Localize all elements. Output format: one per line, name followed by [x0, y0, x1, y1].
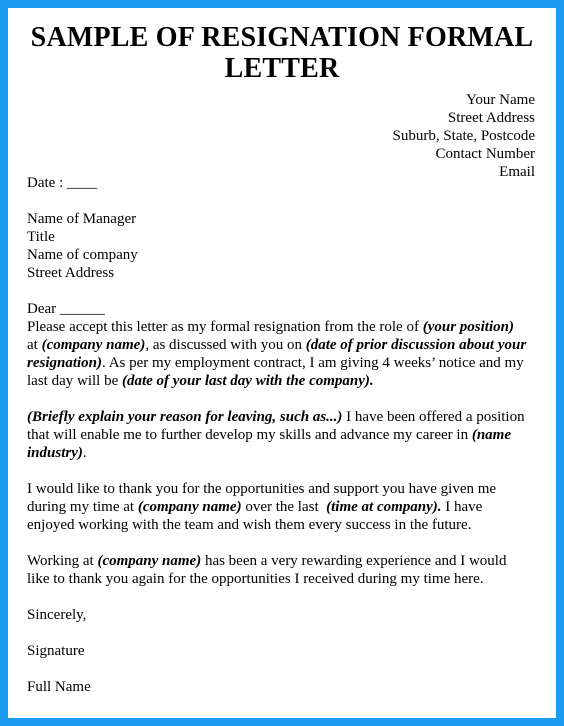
p1-placeholder-position: (your position)	[422, 319, 514, 335]
title-line-2: LETTER	[224, 53, 340, 84]
p1-placeholder-discussion-date: (date of prior discussion about your	[305, 337, 527, 353]
p2-placeholder-industry: (name	[471, 427, 512, 443]
paragraph-1-line-4	[27, 372, 536, 390]
p2-text: that will enable me to further develop my skills and advance my career in	[27, 427, 472, 443]
paragraph-4-line-1	[27, 552, 536, 570]
p2-placeholder-industry-end: industry)	[27, 445, 83, 461]
p4-text: has been a very rewarding experience and I would	[201, 553, 507, 569]
date-text: Date : ____	[27, 175, 97, 191]
p3-text: over the last	[241, 499, 327, 515]
recipient-manager: Name of Manager	[27, 211, 137, 227]
p3-placeholder-time: (time at company).	[326, 499, 442, 515]
p1-text: , as discussed with you on	[145, 337, 306, 353]
recipient-street: Street Address	[27, 265, 115, 281]
p3-text: I have	[441, 499, 483, 515]
p1-text: last day will be	[27, 373, 122, 389]
p3-placeholder-company: (company name)	[137, 499, 242, 515]
recipient-title: Title	[27, 229, 55, 245]
p1-text: at	[27, 337, 42, 353]
sender-contact: Contact Number	[435, 146, 535, 162]
closing: Sincerely,	[27, 607, 87, 623]
p1-text: . As per my employment contract, I am giving 4 weeks’ notice and my	[102, 355, 524, 371]
p2-text: I have been offered a position	[342, 409, 525, 425]
p4-placeholder-company: (company name)	[97, 553, 202, 569]
paragraph-4	[27, 552, 536, 588]
paragraph-2-line-1	[27, 408, 536, 426]
p2-text: .	[82, 445, 87, 461]
title-line-1: SAMPLE OF RESIGNATION FORMAL	[30, 22, 534, 53]
paragraph-2-line-3	[27, 444, 536, 462]
salutation: Dear ______	[27, 301, 105, 317]
paragraph-4-line-2: like to thank you again for the opportunities I received during my time here.	[27, 571, 484, 587]
paragraph-1-line-1	[27, 318, 536, 336]
paragraph-3-line-2	[27, 498, 536, 516]
recipient-address-block	[27, 210, 536, 282]
sender-name: Your Name	[466, 92, 535, 108]
paragraph-2-line-2	[27, 426, 536, 444]
p3-text: during my time at	[27, 499, 138, 515]
p1-placeholder-resignation: resignation)	[27, 355, 103, 371]
p4-text: Working at	[27, 553, 98, 569]
p1-text: Please accept this letter as my formal resignation from the role of	[27, 319, 423, 335]
salutation-and-paragraph-1	[27, 300, 536, 390]
signature: Signature	[27, 643, 85, 659]
paragraph-3	[27, 480, 536, 534]
paragraph-3-line-3: enjoyed working with the team and wish them every success in the future.	[27, 517, 472, 533]
date-line	[27, 174, 536, 192]
sender-email: Email	[499, 164, 535, 180]
p1-placeholder-last-day: (date of your last day with the company).	[121, 373, 374, 389]
full-name: Full Name	[27, 679, 91, 695]
p2-placeholder-reason: (Briefly explain your reason for leaving, such as...)	[27, 409, 343, 425]
paragraph-2	[27, 408, 536, 462]
paragraph-1-line-3	[27, 354, 536, 372]
sender-suburb: Suburb, State, Postcode	[392, 128, 535, 144]
page-title	[16, 22, 548, 84]
sender-street: Street Address	[447, 110, 535, 126]
paragraph-3-line-1: I would like to thank you for the opportunities and support you have given me	[27, 481, 497, 497]
recipient-company: Name of company	[27, 247, 138, 263]
paragraph-1-line-2	[27, 336, 536, 354]
p1-placeholder-company: (company name)	[41, 337, 146, 353]
sender-address-block	[393, 91, 536, 181]
